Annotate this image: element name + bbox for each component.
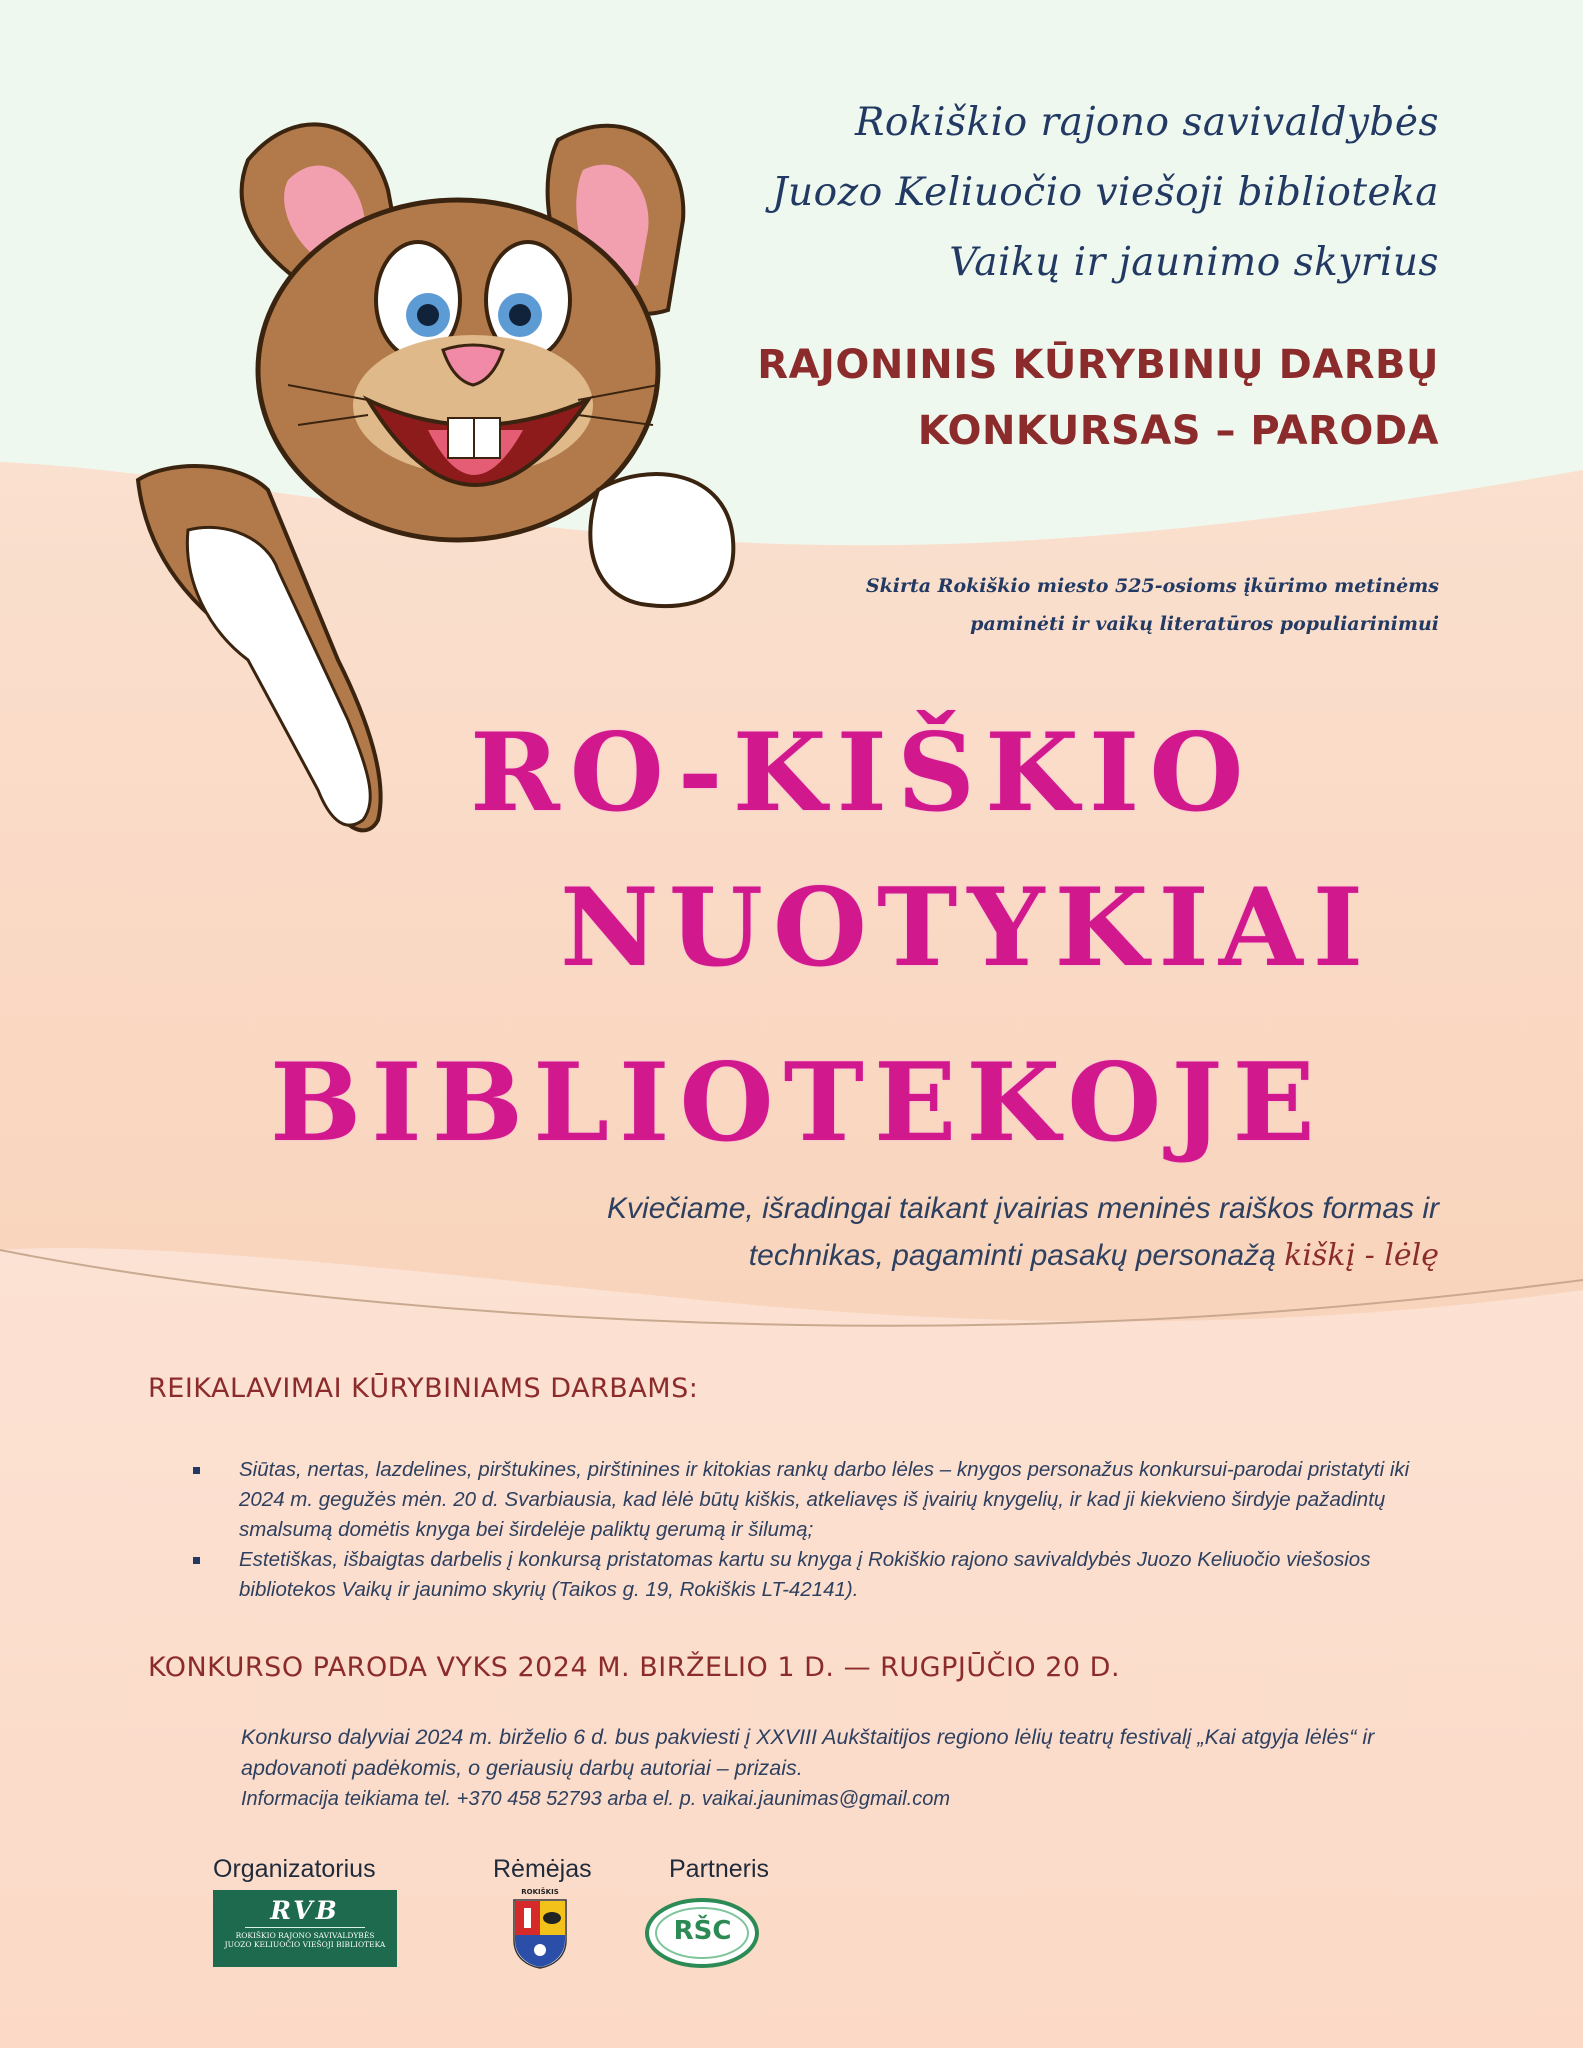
- org-line-1: Rokiškio rajono savivaldybės: [855, 100, 1439, 145]
- main-title-line-3: BIBLIOTEKOJE: [270, 1040, 1325, 1166]
- coat-of-arms-caption: ROKIŠKIS: [521, 1888, 559, 1896]
- dedication-line-1: Skirta Rokiškio miesto 525-osioms įkūrimo metinėms: [865, 575, 1439, 597]
- requirements-list: [190, 1455, 1430, 1605]
- contest-title-line-1: RAJONINIS KŪRYBINIŲ DARBŲ: [757, 342, 1439, 388]
- coat-of-arms-icon: [512, 1898, 568, 1970]
- main-title-line-2: NUOTYKIAI: [560, 865, 1374, 991]
- exhibition-heading: KONKURSO PARODA VYKS 2024 M. BIRŽELIO 1 D. — RUGPJŪČIO 20 D.: [148, 1652, 1121, 1683]
- invitation-text: technikas, pagaminti pasakų personažą: [748, 1239, 1276, 1272]
- info-contact: Informacija teikiama tel. +370 458 52793 arba el. p. vaikai.jaunimas@gmail.com: [241, 1788, 951, 1810]
- info-block: [241, 1722, 1441, 1815]
- dedication-line-2: paminėti ir vaikų literatūros populiarinimui: [970, 613, 1439, 635]
- requirement-text: Estetiškas, išbaigtas darbelis į konkursą pristatomas kartu su knyga į Rokiškio rajono savivaldybės Juozo Keliuočio viešosios bibliotekos Vaikų ir jaunimo skyrių (Taikos g. 19, Rokiškis LT-42141).: [239, 1548, 1371, 1601]
- main-title-line-1: RO-KIŠKIO: [470, 710, 1254, 836]
- info-line-1: Konkurso dalyviai 2024 m. birželio 6 d. bus pakviesti į XXVIII Aukštaitijos regiono lėlių teatrų festivalį „Kai atgyja lėlės“ ir apdovanoti padėkomis, o geriausių darbų autoriai – prizais.: [241, 1725, 1375, 1780]
- invitation-line-1: Kviečiame, išradingai taikant įvairias meninės raiškos formas ir: [607, 1192, 1439, 1225]
- bullet-icon: [193, 1557, 200, 1564]
- rvb-logo-caption-2: JUOZO KELIUOČIO VIEŠOJI BIBLIOTEKA: [224, 1940, 386, 1949]
- contest-title-line-2: KONKURSAS – PARODA: [917, 408, 1439, 454]
- requirement-text: Siūtas, nertas, lazdelines, pirštukines, pirštinines ir kitokias rankų darbo lėles – knygos personažus konkursui-parodai pristatyti iki 2024 m. gegužės mėn. 20 d. Svarbiausia, kad lėlė būtų kiškis, atkeliavęs iš įvairių knygelių, ir kad ji kiekvieno širdyje pažadintų smalsumą domėtis knyga bei širdelėje paliktų gerumą ir šilumą;: [239, 1458, 1410, 1541]
- org-line-3: Vaikų ir jaunimo skyrius: [949, 240, 1439, 285]
- bullet-icon: [193, 1467, 200, 1474]
- requirement-item: [190, 1545, 1430, 1605]
- rsc-logo-text: RŠC: [673, 1916, 732, 1946]
- requirement-item: [190, 1455, 1430, 1545]
- org-line-2: Juozo Keliuočio viešoji biblioteka: [771, 170, 1439, 215]
- rvb-logo-caption-1: ROKIŠKIO RAJONO SAVIVALDYBĖS: [235, 1931, 375, 1940]
- rsc-logo: [645, 1898, 760, 1968]
- rvb-logo: [213, 1890, 397, 1967]
- organizer-label: Organizatorius: [213, 1855, 376, 1883]
- partner-label: Partneris: [669, 1855, 770, 1883]
- requirements-heading: REIKALAVIMAI KŪRYBINIAMS DARBAMS:: [148, 1373, 699, 1404]
- invitation-accent: kiškį - lėlę: [1284, 1238, 1439, 1273]
- rvb-logo-mark: RVB: [270, 1896, 340, 1925]
- sponsor-label: Rėmėjas: [493, 1855, 592, 1883]
- invitation-line-2: [749, 1238, 1439, 1273]
